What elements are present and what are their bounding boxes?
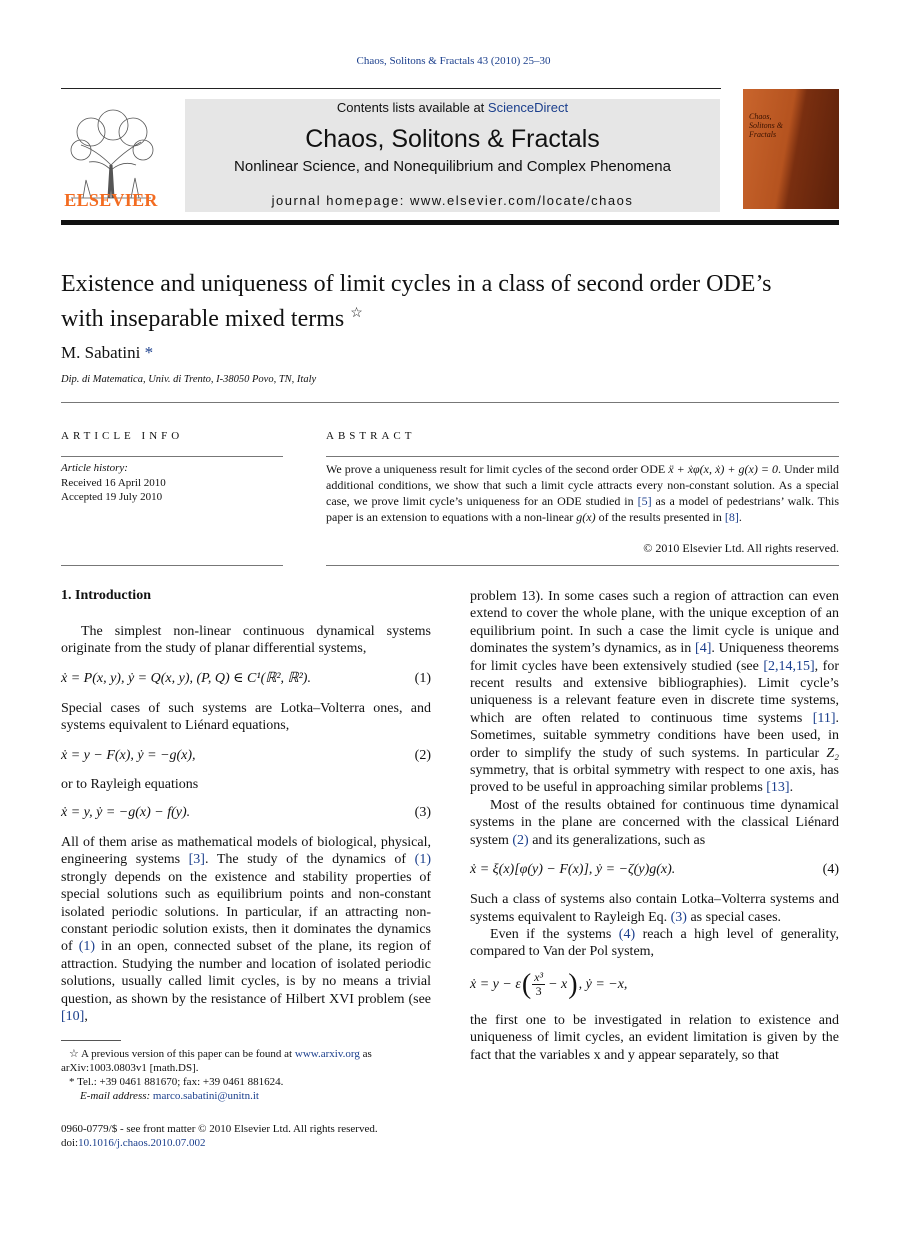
journal-reference[interactable]: Chaos, Solitons & Fractals 43 (2010) 25–30 xyxy=(356,55,551,67)
footnotes xyxy=(61,1047,431,1103)
equation-number: (4) xyxy=(822,862,839,878)
paragraph: the first one to be investigated in relation to existence and uniqueness of limit cycles, an evident limitation is given by the fact that the variables x and y appear separately, so that xyxy=(470,1012,839,1063)
header-thick-rule xyxy=(61,220,839,225)
paragraph: The simplest non-linear continuous dynamical systems originate from the study of planar differential systems, xyxy=(61,624,431,657)
section-heading: 1. Introduction xyxy=(61,588,151,603)
elsevier-wordmark: ELSEVIER xyxy=(64,190,158,210)
abstract-rule xyxy=(326,456,839,457)
equation-4: ẋ = ξ(x)[φ(y) − F(x)], ẏ = −ζ(y)g(x). (4) xyxy=(470,862,839,878)
ref-link[interactable]: [11] xyxy=(812,710,836,726)
ref-link[interactable]: [10] xyxy=(61,1009,85,1025)
equation-link[interactable]: (1) xyxy=(78,939,96,955)
van-der-pol-equation: ẋ = y − ε ( x³ 3 − x ) , ẏ = −x, xyxy=(470,969,628,1001)
journal-title: Chaos, Solitons & Fractals xyxy=(305,125,600,153)
equation-number: (2) xyxy=(414,747,431,763)
left-paren: ( xyxy=(521,969,532,1001)
journal-homepage[interactable]: journal homepage: www.elsevier.com/locate/chaos xyxy=(271,193,634,208)
paragraph: problem 13). In some cases such a region of attraction can even extend to cover the whole plane, with the unique exception of an equilibrium point. In such a case the limit cycle is unique and dominates the system’s dynamics, as in [4]. Uniqueness theorems for limit cycles have been extensively studied (see [2,14,15], for recent results and extensive bibliographies). Limit cycle’s uniqueness is a relevant feature even in discrete time systems, which are often related to continuous time systems [11]. Sometimes, suitable symmetry conditions have been used, in order to simplify the study of such systems. In particular Z₂ symmetry, that is orbital symmetry with respect to one axis, has proved to be useful in approaching similar problems [13]. xyxy=(470,589,840,796)
author: M. Sabatini * xyxy=(61,343,154,362)
equation-3: ẋ = y, ẏ = −g(x) − f(y). (3) xyxy=(61,805,431,821)
ref-link[interactable]: [5] xyxy=(637,494,652,508)
right-column xyxy=(470,588,839,1064)
title-footnote-mark[interactable]: ☆ xyxy=(350,306,363,321)
fraction: x³ 3 xyxy=(534,970,544,999)
paragraph: Such a class of systems also contain Lotka–Volterra systems and systems equivalent to Rayleigh Eq. (3) as special cases. xyxy=(470,892,839,925)
ref-link[interactable]: [4] xyxy=(695,641,712,657)
cover-title: Chaos, Solitons & Fractals xyxy=(749,112,784,139)
top-rule xyxy=(61,88,721,89)
ref-link[interactable]: [8] xyxy=(724,510,739,524)
paragraph: Even if the systems (4) reach a high level of generality, compared to Van der Pol system, xyxy=(470,926,840,960)
footnote-1: ☆ A previous version of this paper can be found at www.arxiv.org as arXiv:1003.0803v1 [math.DS]. xyxy=(61,1048,372,1074)
footnote-2: * Tel.: +39 0461 881670; fax: +39 0461 881624. xyxy=(69,1076,284,1088)
ref-link[interactable]: [2,14,15] xyxy=(763,658,815,674)
sciencedirect-link[interactable]: ScienceDirect xyxy=(487,100,569,115)
journal-subtitle: Nonlinear Science, and Nonequilibrium and Complex Phenomena xyxy=(234,158,671,175)
email-link[interactable]: marco.sabatini@unitn.it xyxy=(152,1090,259,1102)
arxiv-link[interactable]: www.arxiv.org xyxy=(294,1048,360,1060)
abstract-text: We prove a uniqueness result for limit cycles of the second order ODE ẍ + ẋφ(x, ẋ) + g(x) = 0. Under mild additional conditions, we show that such a limit cycle attracts every non-constant solution. As a special case, we prove limit cycle’s uniqueness for an ODE studied in [5] as a model of pedestrians’ walk. This paper is an extension to equations with a non-linear g(x) of the results presented in [8]. xyxy=(326,462,840,524)
paragraph: All of them arise as mathematical models of biological, physical, engineering systems [3]. The study of the dynamics of (1) strongly depends on the existence and stability properties of special solutions such as equilibrium points and non-constant isolated periodic solutions. In particular, if an attracting non-constant periodic solution exists, then it dominates the dynamics of (1) in an open, connected subset of the plane, its region of attraction. Studying the number and location of isolated periodic solutions, usually called limit cycles, is by no means a trivial question, as shown by the resistance of Hilbert XVI problem (see [10], xyxy=(61,835,431,1025)
equation-1: ẋ = P(x, y), ẏ = Q(x, y), (P, Q) ∈ C¹(ℝ², ℝ²). (1) xyxy=(61,670,431,686)
left-column xyxy=(61,623,431,1026)
abstract-equation: ẍ + ẋφ(x, ẋ) + g(x) = 0 xyxy=(668,462,778,476)
accepted-date: Accepted 19 July 2010 xyxy=(61,491,163,503)
ref-link[interactable]: [3] xyxy=(188,852,205,868)
journal-cover-image xyxy=(743,89,839,209)
ref-link[interactable]: [13] xyxy=(766,780,790,796)
abstract-rule-bottom xyxy=(326,565,839,566)
doi-link[interactable]: 10.1016/j.chaos.2010.07.002 xyxy=(78,1137,206,1149)
doi-line: doi:10.1016/j.chaos.2010.07.002 xyxy=(61,1137,206,1149)
contents-line: Contents lists available at ScienceDirect xyxy=(336,100,569,115)
affiliation: Dip. di Matematica, Univ. di Trento, I-38050 Povo, TN, Italy xyxy=(61,374,317,385)
right-paren: ) xyxy=(568,969,578,1001)
paragraph: Special cases of such systems are Lotka–Volterra ones, and systems equivalent to Liénard equations, xyxy=(61,700,431,734)
equation-link[interactable]: (3) xyxy=(670,909,687,925)
paragraph: Most of the results obtained for continuous time dynamical systems in the plane are concerned with the classical Liénard system (2) and its generalizations, such as xyxy=(470,797,839,848)
info-rule-bottom xyxy=(61,565,283,566)
article-info-heading: ARTICLE INFO xyxy=(61,430,184,442)
paragraph: or to Rayleigh equations xyxy=(61,776,199,792)
received-date: Received 16 April 2010 xyxy=(61,476,166,489)
footnote-rule xyxy=(61,1040,121,1041)
email-line: E-mail address: marco.sabatini@unitn.it xyxy=(80,1090,259,1102)
equation-link[interactable]: (2) xyxy=(512,832,529,848)
equation-2: ẋ = y − F(x), ẏ = −g(x), (2) xyxy=(61,747,431,763)
equation-number: (3) xyxy=(414,805,431,821)
abstract-copyright: © 2010 Elsevier Ltd. All rights reserved. xyxy=(643,541,839,555)
issn-line: 0960-0779/$ - see front matter © 2010 Elsevier Ltd. All rights reserved. xyxy=(61,1123,378,1135)
author-footnote-mark[interactable]: * xyxy=(144,343,154,362)
article-title: Existence and uniqueness of limit cycles in a class of second order ODE’s with inseparable mixed terms ☆ xyxy=(61,271,772,332)
history-label: Article history: xyxy=(61,462,128,474)
equation-link[interactable]: (4) xyxy=(618,926,636,942)
abstract-heading: ABSTRACT xyxy=(326,430,416,442)
equation-link[interactable]: (1) xyxy=(414,852,431,868)
info-rule xyxy=(61,456,283,457)
equation-number: (1) xyxy=(414,670,431,686)
front-matter xyxy=(61,1122,431,1150)
section-rule xyxy=(61,402,839,403)
article-history xyxy=(61,461,166,505)
